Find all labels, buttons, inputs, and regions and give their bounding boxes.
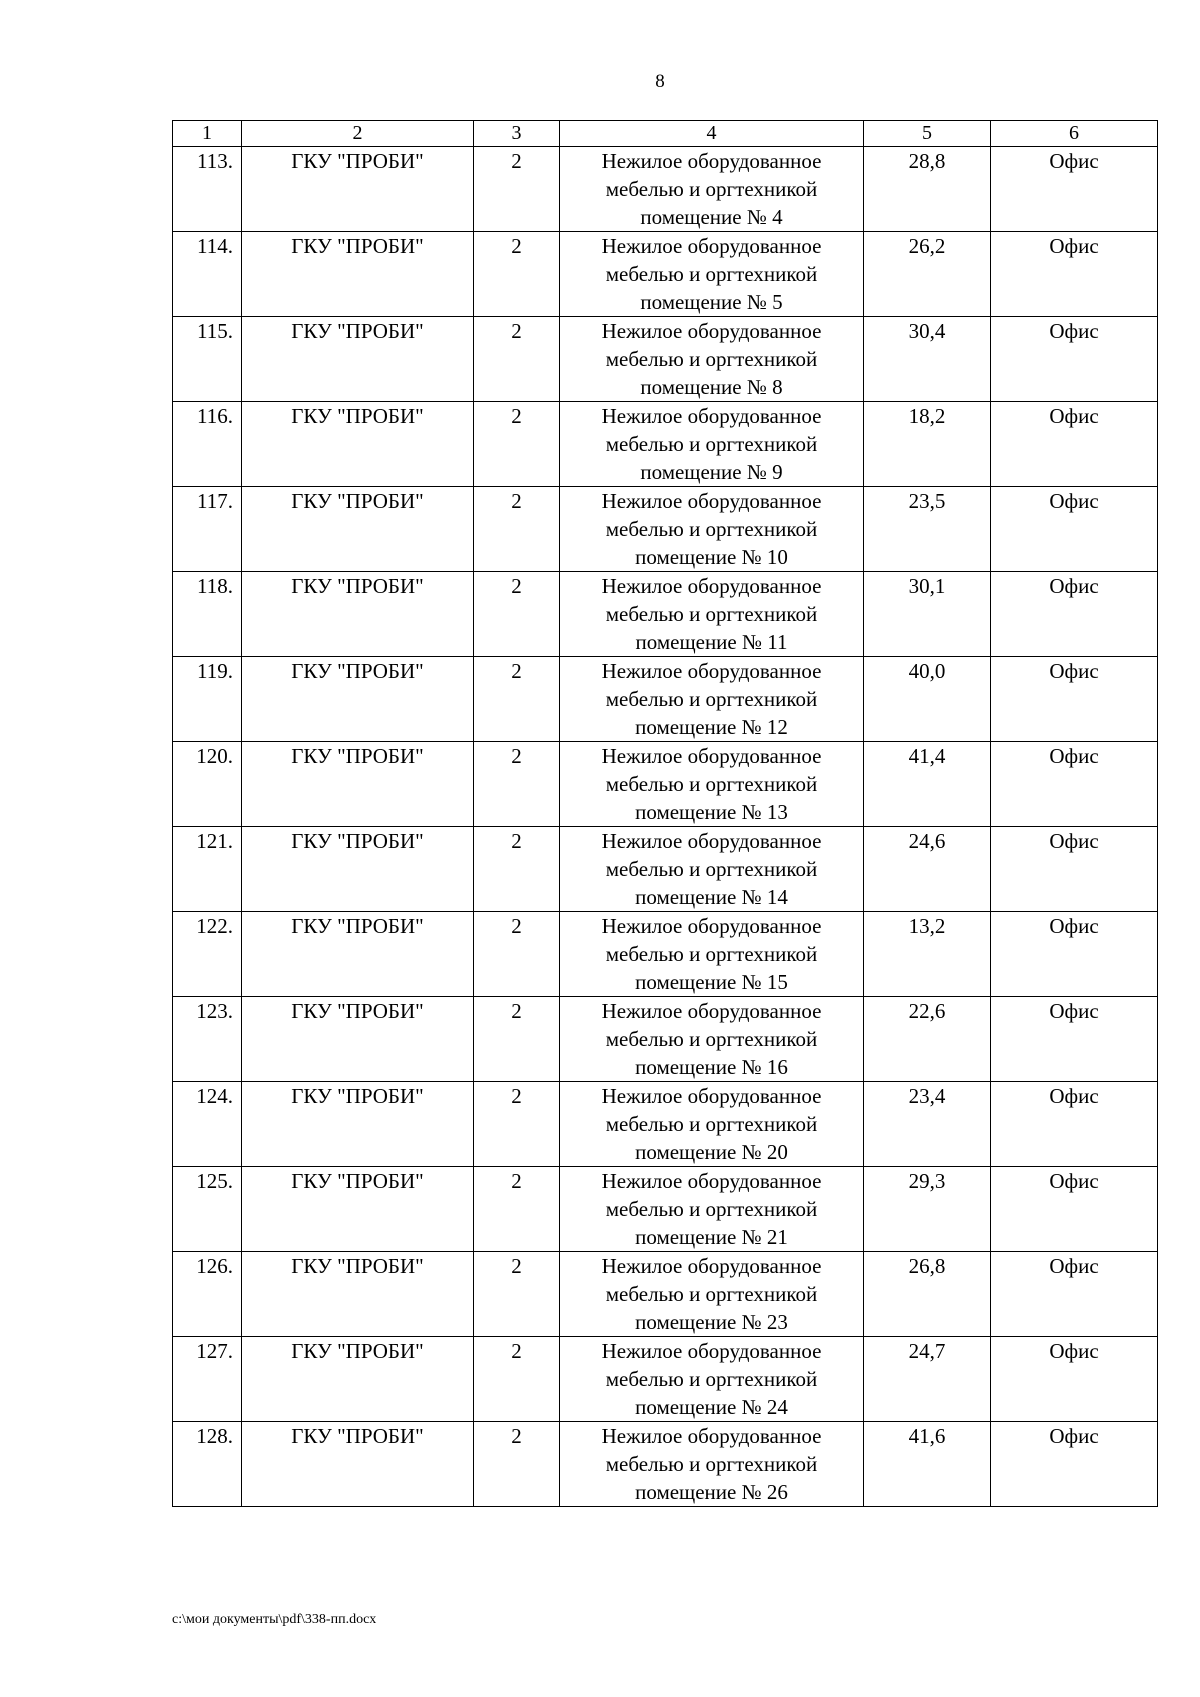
description-line: помещение № 10 (635, 545, 788, 569)
organization-cell: ГКУ "ПРОБИ" (242, 1252, 474, 1337)
description-line: помещение № 9 (640, 460, 783, 484)
description-cell (560, 1422, 864, 1507)
description-line: Нежилое оборудованное (601, 489, 822, 513)
floor-cell: 2 (474, 232, 560, 317)
description-line: мебелью и оргтехникой (605, 347, 818, 371)
organization-cell: ГКУ "ПРОБИ" (242, 1337, 474, 1422)
description-cell (560, 742, 864, 827)
description-cell (560, 997, 864, 1082)
table-row (173, 572, 1158, 657)
description-line: мебелью и оргтехникой (605, 262, 818, 286)
description-line: помещение № 12 (635, 715, 788, 739)
floor-cell: 2 (474, 827, 560, 912)
description-cell (560, 232, 864, 317)
column-header: 3 (474, 121, 560, 147)
area-cell: 23,5 (864, 487, 991, 572)
floor-cell: 2 (474, 1337, 560, 1422)
description-line: мебелью и оргтехникой (605, 432, 818, 456)
table-row (173, 827, 1158, 912)
purpose-cell: Офис (991, 572, 1158, 657)
description-line: помещение № 5 (640, 290, 783, 314)
description-line: Нежилое оборудованное (601, 744, 822, 768)
description-cell (560, 912, 864, 997)
description-line: Нежилое оборудованное (601, 574, 822, 598)
description-cell (560, 147, 864, 232)
description-cell (560, 657, 864, 742)
description-line: помещение № 15 (635, 970, 788, 994)
row-number-cell: 119. (173, 657, 242, 742)
area-cell: 26,2 (864, 232, 991, 317)
premises-table (172, 120, 1158, 1507)
floor-cell: 2 (474, 657, 560, 742)
description-line: помещение № 26 (635, 1480, 788, 1504)
description-line: Нежилое оборудованное (601, 659, 822, 683)
purpose-cell: Офис (991, 657, 1158, 742)
organization-cell: ГКУ "ПРОБИ" (242, 572, 474, 657)
organization-cell: ГКУ "ПРОБИ" (242, 827, 474, 912)
table-row (173, 997, 1158, 1082)
description-cell (560, 572, 864, 657)
table-header-row (173, 121, 1158, 147)
description-line: мебелью и оргтехникой (605, 177, 818, 201)
floor-cell: 2 (474, 1252, 560, 1337)
area-cell: 28,8 (864, 147, 991, 232)
row-number-cell: 127. (173, 1337, 242, 1422)
table-row (173, 657, 1158, 742)
row-number-cell: 121. (173, 827, 242, 912)
row-number-cell: 122. (173, 912, 242, 997)
area-cell: 24,7 (864, 1337, 991, 1422)
floor-cell: 2 (474, 487, 560, 572)
footer-file-path: c:\мои документы\pdf\338-пп.docx (172, 1612, 377, 1627)
row-number-cell: 126. (173, 1252, 242, 1337)
description-line: помещение № 14 (635, 885, 788, 909)
row-number-cell: 114. (173, 232, 242, 317)
description-line: помещение № 4 (640, 205, 783, 229)
area-cell: 30,1 (864, 572, 991, 657)
description-line: мебелью и оргтехникой (605, 517, 818, 541)
organization-cell: ГКУ "ПРОБИ" (242, 997, 474, 1082)
area-cell: 24,6 (864, 827, 991, 912)
area-cell: 30,4 (864, 317, 991, 402)
purpose-cell: Офис (991, 402, 1158, 487)
description-line: Нежилое оборудованное (601, 319, 822, 343)
floor-cell: 2 (474, 572, 560, 657)
purpose-cell: Офис (991, 1252, 1158, 1337)
area-cell: 26,8 (864, 1252, 991, 1337)
organization-cell: ГКУ "ПРОБИ" (242, 1082, 474, 1167)
description-line: мебелью и оргтехникой (605, 1197, 818, 1221)
floor-cell: 2 (474, 997, 560, 1082)
table-row (173, 1422, 1158, 1507)
purpose-cell: Офис (991, 147, 1158, 232)
purpose-cell: Офис (991, 1422, 1158, 1507)
row-number-cell: 113. (173, 147, 242, 232)
table-row (173, 912, 1158, 997)
floor-cell: 2 (474, 912, 560, 997)
table-row (173, 317, 1158, 402)
area-cell: 23,4 (864, 1082, 991, 1167)
column-header: 2 (242, 121, 474, 147)
floor-cell: 2 (474, 1082, 560, 1167)
description-line: Нежилое оборудованное (601, 1424, 822, 1448)
table-row (173, 402, 1158, 487)
table-row (173, 1337, 1158, 1422)
area-cell: 41,6 (864, 1422, 991, 1507)
description-cell (560, 1337, 864, 1422)
purpose-cell: Офис (991, 912, 1158, 997)
description-cell (560, 402, 864, 487)
purpose-cell: Офис (991, 827, 1158, 912)
description-line: мебелью и оргтехникой (605, 1112, 818, 1136)
description-line: помещение № 13 (635, 800, 788, 824)
area-cell: 13,2 (864, 912, 991, 997)
row-number-cell: 125. (173, 1167, 242, 1252)
organization-cell: ГКУ "ПРОБИ" (242, 317, 474, 402)
description-cell (560, 1167, 864, 1252)
purpose-cell: Офис (991, 742, 1158, 827)
organization-cell: ГКУ "ПРОБИ" (242, 147, 474, 232)
description-line: Нежилое оборудованное (601, 404, 822, 428)
area-cell: 40,0 (864, 657, 991, 742)
row-number-cell: 118. (173, 572, 242, 657)
area-cell: 22,6 (864, 997, 991, 1082)
area-cell: 29,3 (864, 1167, 991, 1252)
organization-cell: ГКУ "ПРОБИ" (242, 742, 474, 827)
page-number: 8 (655, 71, 665, 92)
description-line: мебелью и оргтехникой (605, 687, 818, 711)
description-line: Нежилое оборудованное (601, 1084, 822, 1108)
row-number-cell: 128. (173, 1422, 242, 1507)
description-cell (560, 487, 864, 572)
purpose-cell: Офис (991, 317, 1158, 402)
description-line: мебелью и оргтехникой (605, 602, 818, 626)
column-header: 4 (560, 121, 864, 147)
floor-cell: 2 (474, 317, 560, 402)
organization-cell: ГКУ "ПРОБИ" (242, 487, 474, 572)
description-cell (560, 827, 864, 912)
row-number-cell: 115. (173, 317, 242, 402)
organization-cell: ГКУ "ПРОБИ" (242, 657, 474, 742)
organization-cell: ГКУ "ПРОБИ" (242, 912, 474, 997)
description-cell (560, 1082, 864, 1167)
purpose-cell: Офис (991, 1082, 1158, 1167)
purpose-cell: Офис (991, 232, 1158, 317)
description-line: мебелью и оргтехникой (605, 1452, 818, 1476)
row-number-cell: 117. (173, 487, 242, 572)
description-line: мебелью и оргтехникой (605, 857, 818, 881)
organization-cell: ГКУ "ПРОБИ" (242, 1167, 474, 1252)
row-number-cell: 124. (173, 1082, 242, 1167)
floor-cell: 2 (474, 1167, 560, 1252)
description-line: Нежилое оборудованное (601, 999, 822, 1023)
table-row (173, 1082, 1158, 1167)
area-cell: 41,4 (864, 742, 991, 827)
description-line: мебелью и оргтехникой (605, 1367, 818, 1391)
description-line: Нежилое оборудованное (601, 1254, 822, 1278)
row-number-cell: 116. (173, 402, 242, 487)
purpose-cell: Офис (991, 997, 1158, 1082)
description-line: Нежилое оборудованное (601, 234, 822, 258)
description-line: Нежилое оборудованное (601, 1169, 822, 1193)
purpose-cell: Офис (991, 1167, 1158, 1252)
table-row (173, 1252, 1158, 1337)
organization-cell: ГКУ "ПРОБИ" (242, 1422, 474, 1507)
floor-cell: 2 (474, 147, 560, 232)
description-line: помещение № 16 (635, 1055, 788, 1079)
organization-cell: ГКУ "ПРОБИ" (242, 402, 474, 487)
table-row (173, 742, 1158, 827)
description-cell (560, 1252, 864, 1337)
area-cell: 18,2 (864, 402, 991, 487)
description-cell (560, 317, 864, 402)
purpose-cell: Офис (991, 487, 1158, 572)
floor-cell: 2 (474, 402, 560, 487)
description-line: мебелью и оргтехникой (605, 772, 818, 796)
column-header: 6 (991, 121, 1158, 147)
description-line: Нежилое оборудованное (601, 1339, 822, 1363)
description-line: мебелью и оргтехникой (605, 942, 818, 966)
row-number-cell: 120. (173, 742, 242, 827)
table-row (173, 147, 1158, 232)
description-line: Нежилое оборудованное (601, 829, 822, 853)
description-line: помещение № 24 (635, 1395, 788, 1419)
column-header: 5 (864, 121, 991, 147)
description-line: помещение № 21 (635, 1225, 788, 1249)
description-line: Нежилое оборудованное (601, 149, 822, 173)
table-row (173, 487, 1158, 572)
description-line: Нежилое оборудованное (601, 914, 822, 938)
row-number-cell: 123. (173, 997, 242, 1082)
description-line: помещение № 8 (640, 375, 783, 399)
purpose-cell: Офис (991, 1337, 1158, 1422)
floor-cell: 2 (474, 742, 560, 827)
table-row (173, 232, 1158, 317)
organization-cell: ГКУ "ПРОБИ" (242, 232, 474, 317)
floor-cell: 2 (474, 1422, 560, 1507)
description-line: мебелью и оргтехникой (605, 1027, 818, 1051)
description-line: помещение № 20 (635, 1140, 788, 1164)
column-header: 1 (173, 121, 242, 147)
description-line: мебелью и оргтехникой (605, 1282, 818, 1306)
description-line: помещение № 11 (635, 630, 788, 654)
table-row (173, 1167, 1158, 1252)
description-line: помещение № 23 (635, 1310, 788, 1334)
